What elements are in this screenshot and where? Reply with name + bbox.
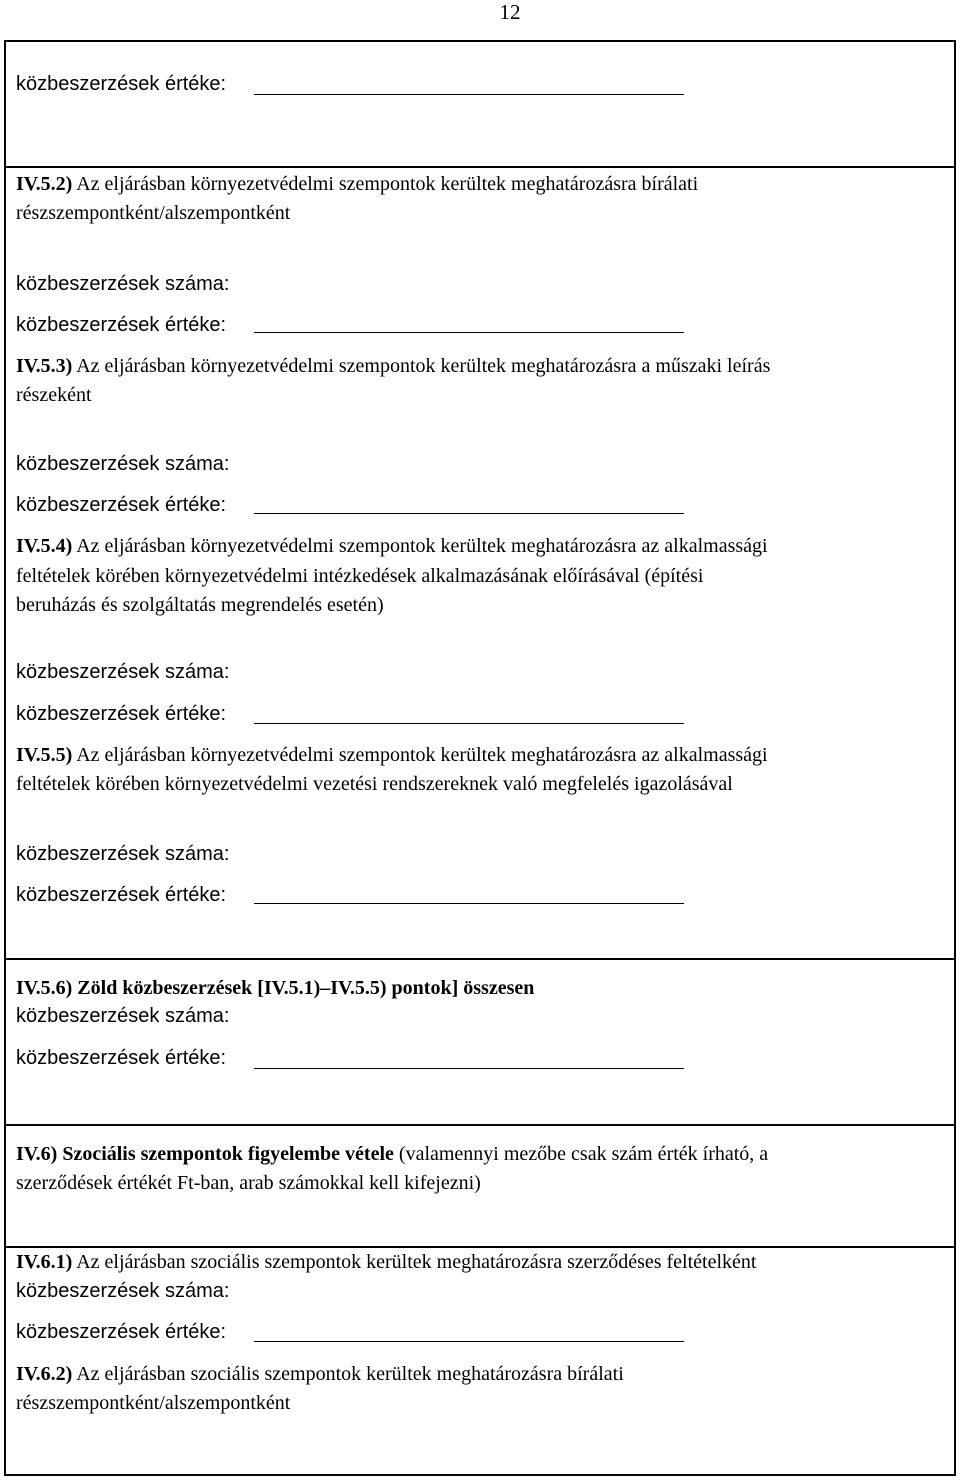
count-label: közbeszerzések száma:	[16, 273, 230, 295]
section-text-line-2: szerződések értékét Ft-ban, arab számokkal kell kifejezni)	[16, 1172, 481, 1194]
section-title: Szociális szempontok figyelembe vétele	[62, 1143, 394, 1165]
section-iv-6-heading	[16, 1142, 768, 1166]
value-input-line[interactable]	[254, 903, 684, 904]
section-iv-6-1-and-6-2	[6, 1248, 954, 1474]
section-text-line-2: részszempontként/alszempontként	[16, 1392, 291, 1414]
value-input-line[interactable]	[254, 723, 684, 724]
section-iv-5-4-heading	[16, 534, 768, 558]
section-iv-5-5-heading	[16, 743, 768, 767]
count-label: közbeszerzések száma:	[16, 1005, 230, 1027]
section-iv-5-6-heading: IV.5.6) Zöld közbeszerzések [IV.5.1)–IV.5.5) pontok] összesen	[16, 977, 535, 999]
section-iv-5-2-to-5-5	[6, 168, 954, 960]
section-iv-6-1-heading	[16, 1250, 756, 1274]
page-number: 12	[499, 0, 521, 24]
value-label: közbeszerzések értéke:	[16, 1321, 227, 1343]
section-code: IV.6.1)	[16, 1251, 73, 1273]
section-text-line-3: beruházás és szolgáltatás megrendelés esetén)	[16, 594, 384, 616]
section-iv-5-2-heading	[16, 172, 698, 196]
section-code: IV.6.2)	[16, 1363, 73, 1385]
value-input-line[interactable]	[254, 513, 684, 514]
section-text-line-2: részszempontként/alszempontként	[16, 202, 291, 224]
section-code: IV.5.3)	[16, 355, 73, 377]
section-iv-6	[6, 1126, 954, 1248]
count-label: közbeszerzések száma:	[16, 453, 230, 475]
section-iv-5-6	[6, 960, 954, 1126]
section-text: Az eljárásban környezetvédelmi szempontok kerültek meghatározásra az alkalmassági	[76, 744, 768, 766]
section-text-line-2: feltételek körében környezetvédelmi intézkedések alkalmazásának előírásával (építési	[16, 565, 704, 587]
section-text: Az eljárásban szociális szempontok kerültek meghatározásra szerződéses feltételként	[76, 1251, 757, 1273]
value-label: közbeszerzések értéke:	[16, 1047, 227, 1069]
section-code: IV.5.5)	[16, 744, 73, 766]
section-text: Az eljárásban környezetvédelmi szempontok kerültek meghatározásra az alkalmassági	[76, 535, 768, 557]
section-text-line-2: részeként	[16, 384, 92, 406]
section-iv-6-2-heading	[16, 1362, 624, 1386]
value-input-line[interactable]	[254, 94, 684, 95]
value-label: közbeszerzések értéke:	[16, 314, 227, 336]
value-input-line[interactable]	[254, 1341, 684, 1342]
value-label: közbeszerzések értéke:	[16, 884, 227, 906]
section-text: Az eljárásban szociális szempontok kerültek meghatározásra bírálati	[76, 1363, 624, 1385]
value-label: közbeszerzések értéke:	[16, 73, 227, 95]
count-label: közbeszerzések száma:	[16, 661, 230, 683]
section-iv-5-1-tail	[6, 42, 954, 168]
section-text-line-2: feltételek körében környezetvédelmi vezetési rendszereknek való megfelelés igazolásával	[16, 773, 733, 795]
value-input-line[interactable]	[254, 1068, 684, 1069]
count-label: közbeszerzések száma:	[16, 1280, 230, 1302]
section-text: (valamennyi mezőbe csak szám érték írható, a	[398, 1143, 769, 1165]
value-label: közbeszerzések értéke:	[16, 494, 227, 516]
value-label: közbeszerzések értéke:	[16, 703, 227, 725]
section-iv-5-3-heading	[16, 354, 770, 378]
section-text: Az eljárásban környezetvédelmi szempontok kerültek meghatározásra bírálati	[76, 173, 699, 195]
section-code: IV.5.2)	[16, 173, 73, 195]
value-input-line[interactable]	[254, 332, 684, 333]
section-text: Az eljárásban környezetvédelmi szempontok kerültek meghatározásra a műszaki leírás	[76, 355, 771, 377]
section-code: IV.6)	[16, 1143, 58, 1165]
form-frame	[4, 40, 956, 1476]
section-code: IV.5.4)	[16, 535, 73, 557]
count-label: közbeszerzések száma:	[16, 843, 230, 865]
